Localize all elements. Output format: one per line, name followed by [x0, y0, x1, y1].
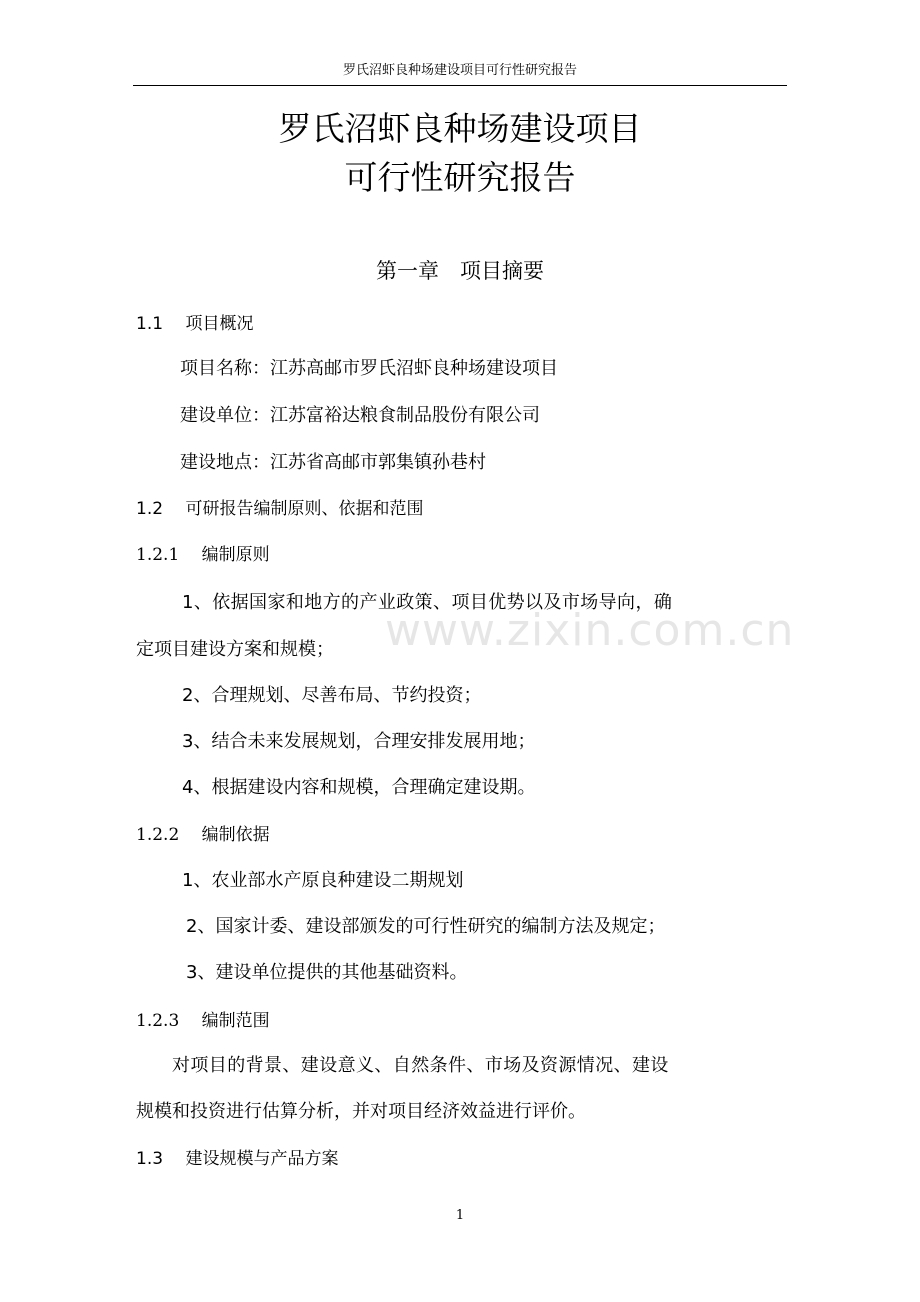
basis-item-2: 2、国家计委、建设部颁发的可行性研究的编制方法及规定； [186, 916, 666, 937]
principle-item-1-line1: 1、依据国家和地方的产业政策、项目优势以及市场导向，确 [182, 592, 673, 613]
scope-line-1: 对项目的背景、建设意义、自然条件、市场及资源情况、建设 [172, 1055, 669, 1076]
scope-line-2: 规模和投资进行估算分析，并对项目经济效益进行评价。 [136, 1101, 586, 1122]
basis-item-1: 1、农业部水产原良种建设二期规划 [182, 870, 464, 891]
chapter-heading: 第一章 项目摘要 [376, 259, 544, 283]
section-1-2-1-heading: 1.2.1 编制原则 [136, 545, 270, 565]
construction-unit-line: 建设单位：江苏富裕达粮食制品股份有限公司 [180, 405, 540, 426]
section-1-2-3-heading: 1.2.3 编制范围 [136, 1011, 270, 1031]
principle-item-3: 3、结合未来发展规划，合理安排发展用地； [182, 731, 536, 752]
principle-item-4: 4、根据建设内容和规模，合理确定建设期。 [182, 777, 536, 798]
section-1-2-2-heading: 1.2.2 编制依据 [136, 825, 270, 845]
section-1-3-heading: 1.3 建设规模与产品方案 [136, 1149, 339, 1169]
watermark: www.zixin.com.cn [385, 605, 795, 656]
principle-item-1-line2: 定项目建设方案和规模； [136, 639, 334, 660]
running-header: 罗氏沼虾良种场建设项目可行性研究报告 [342, 63, 577, 78]
principle-item-2: 2、合理规划、尽善布局、节约投资； [182, 685, 482, 706]
document-title-line2: 可行性研究报告 [344, 158, 576, 197]
section-1-1-heading: 1.1 项目概况 [136, 314, 254, 334]
header-rule [133, 85, 787, 86]
construction-site-line: 建设地点：江苏省高邮市郭集镇孙巷村 [180, 452, 486, 473]
basis-item-3: 3、建设单位提供的其他基础资料。 [186, 962, 468, 983]
section-1-2-heading: 1.2 可研报告编制原则、依据和范围 [136, 499, 424, 519]
project-name-line: 项目名称：江苏高邮市罗氏沼虾良种场建设项目 [180, 358, 558, 379]
page-number: 1 [455, 1208, 465, 1223]
document-title-line1: 罗氏沼虾良种场建设项目 [278, 109, 642, 148]
